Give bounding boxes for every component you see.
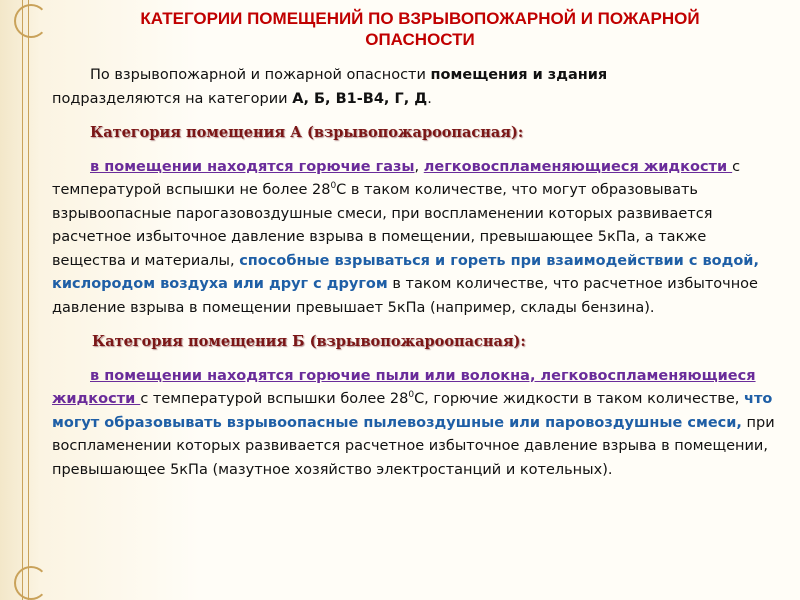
category-a-paragraph: в помещении находятся горючие газы, легковоспламеняющиеся жидкости с температурой вспышки не более $28^0С$ в таком количестве, что могут образовывать взрывоопасные парогазовоздушные смеси, при воспламенении которых развивается расчетное избыточное давление взрыва в помещении, превышающее 5кПа, а также вещества и материалы, способные взрываться и гореть при взаимодействии с водой, кислородом воздуха или друг с другом в таком количестве, что расчетное избыточное давление взрыва в помещении превышает 5кПа (например, склады бензина). [52, 158, 759, 316]
category-b-paragraph: в помещении находятся горючие пыли или волокна, легковоспламеняющиеся жидкости с температурой вспышки более $28^0С$, горючие жидкости в таком количестве, что могут образовывать взрывоопасные пылевоздушные или паровоздушные смеси, при воспламенении которых развивается расчетное избыточное давление взрыва в помещении, превышающее 5кПа (мазутное хозяйство электростанций и котельных). [52, 367, 775, 478]
decorative-curl-icon [14, 566, 48, 600]
intro-text: подразделяются на категории [52, 90, 293, 107]
emphasis-reactive-substances: способные взрываться и гореть при взаимодействии с водой, кислородом воздуха или друг с другом [52, 252, 759, 292]
intro-text: По взрывопожарной и пожарной опасности [90, 67, 431, 83]
decorative-border-line [28, 0, 29, 600]
intro-tail: . [427, 90, 432, 107]
emphasis-explosive-mixtures: что могут образовывать взрывоопасные пылевоздушные или паровоздушные смеси, [52, 391, 773, 431]
link-flammable-liquids[interactable]: легковоспламеняющиеся жидкости [423, 158, 733, 175]
decorative-border-line [22, 0, 23, 600]
link-combustible-dust[interactable]: в помещении находятся горючие пыли или волокна, легковоспламеняющиеся жидкости [52, 367, 756, 407]
intro-paragraph [52, 64, 780, 111]
intro-bold-categories: А, Б, В1-В4, Г, Д [292, 90, 428, 107]
slide-body [52, 64, 780, 482]
slide-title [40, 8, 800, 50]
intro-bold-subject: помещения и здания [430, 67, 608, 83]
title-line-2: ОПАСНОСТИ [365, 30, 475, 49]
category-b-heading: Категория помещения Б (взрывопожароопасная): [92, 333, 526, 350]
category-a-heading: Категория помещения А (взрывопожароопасная): [90, 124, 524, 141]
title-line-1: КАТЕГОРИИ ПОМЕЩЕНИЙ ПО ВЗРЫВОПОЖАРНОЙ И ПОЖАРНОЙ [140, 9, 700, 28]
link-combustible-gases[interactable]: в помещении находятся горючие газы [90, 158, 415, 175]
